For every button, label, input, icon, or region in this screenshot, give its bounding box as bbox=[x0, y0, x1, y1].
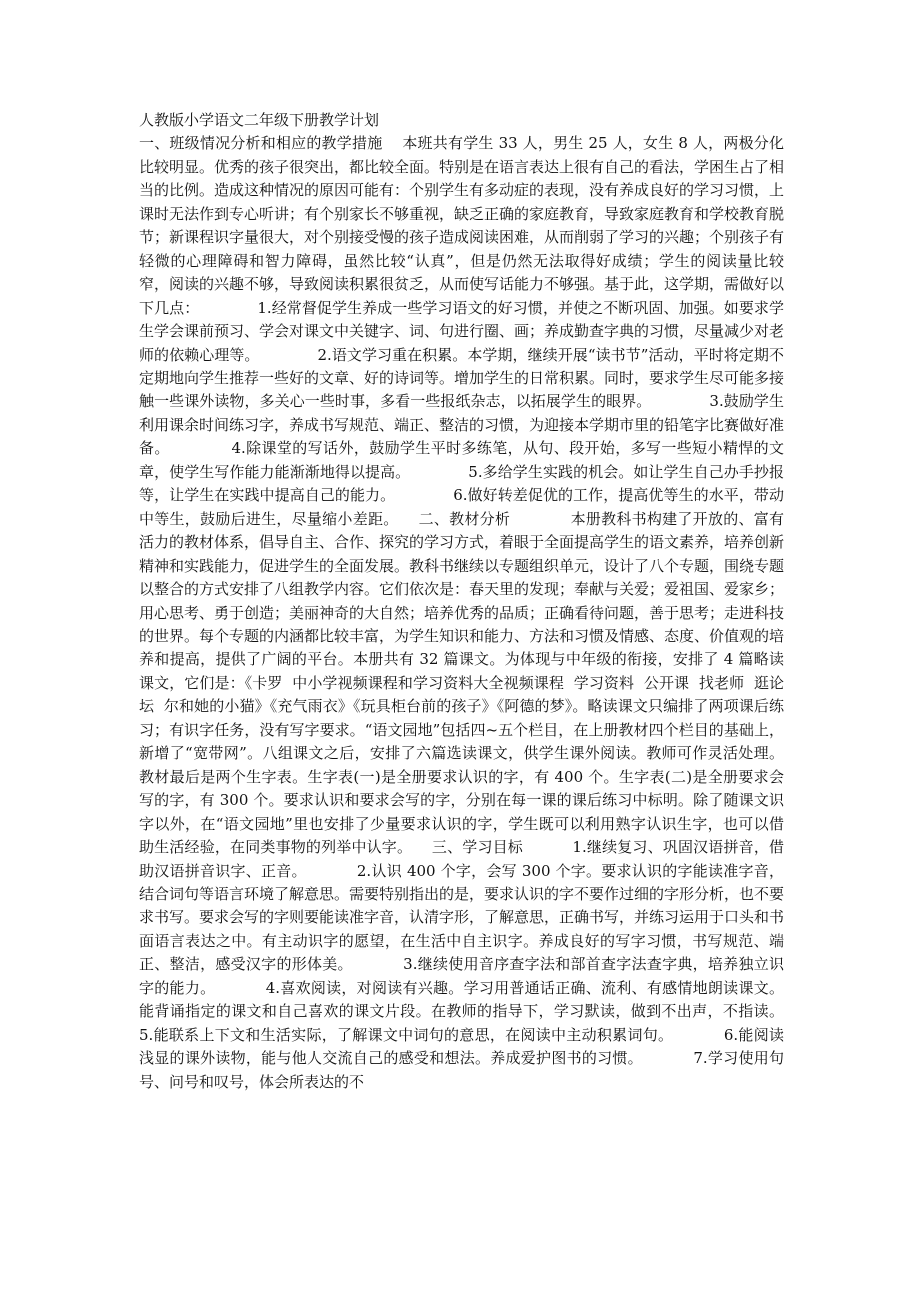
document-title: 人教版小学语文二年级下册教学计划 bbox=[139, 111, 380, 129]
document-body bbox=[139, 109, 832, 1094]
document-content: 一、班级情况分析和相应的教学措施 本班共有学生 33 人，男生 25 人，女生 8 人，两极分化比较明显。优秀的孩子很突出，都比较全面。特别是在语言表达上很有自己的看法，学困生占了相当的比例。造成这种情况的原因可能有：个别学生有多动症的表现，没有养成良好的学习习惯，上课时无法作到专心听讲；有个别家长不够重视，缺乏正确的家庭教育，导致家庭教育和学校教育脱节；新课程识字量很大，对个别接受慢的孩子造成阅读困难，从而削弱了学习的兴趣；个别孩子有轻微的心理障碍和智力障碍，虽然比较“认真”，但是仍然无法取得好成绩；学生的阅读量比较窄，阅读的兴趣不够，导致阅读积累很贫乏，从而使写话能力不够强。基于此，这学期，需做好以下几点： 1.经常督促学生养成一些学习语文的好习惯，并使之不断巩固、加强。如要求学生学会课前预习、学会对课文中关键字、词、句进行圈、画；养成勤查字典的习惯，尽量减少对老师的依赖心理等。 2.语文学习重在积累。本学期，继续开展“读书节”活动，平时将定期不定期地向学生推荐一些好的文章、好的诗词等。增加学生的日常积累。同时，要求学生尽可能多接触一些课外读物，多关心一些时事，多看一些报纸杂志，以拓展学生的眼界。 3.鼓励学生利用课余时间练习字，养成书写规范、端正、整洁的习惯，为迎接本学期市里的铅笔字比赛做好准备。 4.除课堂的写话外，鼓励学生平时多练笔，从句、段开始，多写一些短小精悍的文章，使学生写作能力能渐渐地得以提高。 5.多给学生实践的机会。如让学生自己办手抄报等，让学生在实践中提高自己的能力。 6.做好转差促优的工作，提高优等生的水平，带动中等生，鼓励后进生，尽量缩小差距。 二、教材分析 本册教科书构建了开放的、富有活力的教材体系，倡导自主、合作、探究的学习方式，着眼于全面提高学生的语文素养，培养创新精神和实践能力，促进学生的全面发展。教科书继续以专题组织单元，设计了八个专题，围绕专题以整合的方式安排了八组教学内容。它们依次是：春天里的发现；奉献与关爱；爱祖国、爱家乡；用心思考、勇于创造；美丽神奇的大自然；培养优秀的品质；正确看待问题，善于思考；走进科技的世界。每个专题的内涵都比较丰富，为学生知识和能力、方法和习惯及情感、态度、价值观的培养和提高，提供了广阔的平台。本册共有 32 篇课文。为体现与中年级的衔接，安排了 4 篇略读课文，它们是：《卡罗 中小学视频课程和学习资料大全视频课程 学习资料 公开课 找老师 逛论坛 尔和她的小猫》《充气雨衣》《玩具柜台前的孩子》《阿德的梦》。略读课文只编排了两项课后练习；有识字任务，没有写字要求。“语文园地”包括四~五个栏目，在上册教材四个栏目的基础上，新增了“宽带网”。八组课文之后，安排了六篇选读课文，供学生课外阅读。教师可作灵活处理。教材最后是两个生字表。生字表(一)是全册要求认识的字，有 400 个。生字表(二)是全册要求会写的字，有 300 个。要求认识和要求会写的字，分别在每一课的课后练习中标明。除了随课文识字以外，在“语文园地”里也安排了少量要求认识的字，学生既可以利用熟字认识生字，也可以借助生活经验，在同类事物的列举中认字。 三、学习目标 1.继续复习、巩固汉语拼音，借助汉语拼音识字、正音。 2.认识 400 个字，会写 300 个字。要求认识的字能读准字音，结合词句等语言环境了解意思。需要特别指出的是，要求认识的字不要作过细的字形分析，也不要求书写。要求会写的字则要能读准字音，认清字形，了解意思，正确书写，并练习运用于口头和书面语言表达之中。有主动识字的愿望，在生活中自主识字。养成良好的写字习惯，书写规范、端正、整洁，感受汉字的形体美。 3.继续使用音序查字法和部首查字法查字典，培养独立识字的能力。 4.喜欢阅读，对阅读有兴趣。学习用普通话正确、流利、有感情地朗读课文。能背诵指定的课文和自己喜欢的课文片段。在教师的指导下，学习默读，做到不出声，不指读。 5.能联系上下文和生活实际，了解课文中词句的意思，在阅读中主动积累词句。 6.能阅读浅显的课外读物，能与他人交流自己的感受和想法。养成爱护图书的习惯。 7.学习使用句号、问号和叹号，体会所表达的不 bbox=[139, 134, 832, 1091]
